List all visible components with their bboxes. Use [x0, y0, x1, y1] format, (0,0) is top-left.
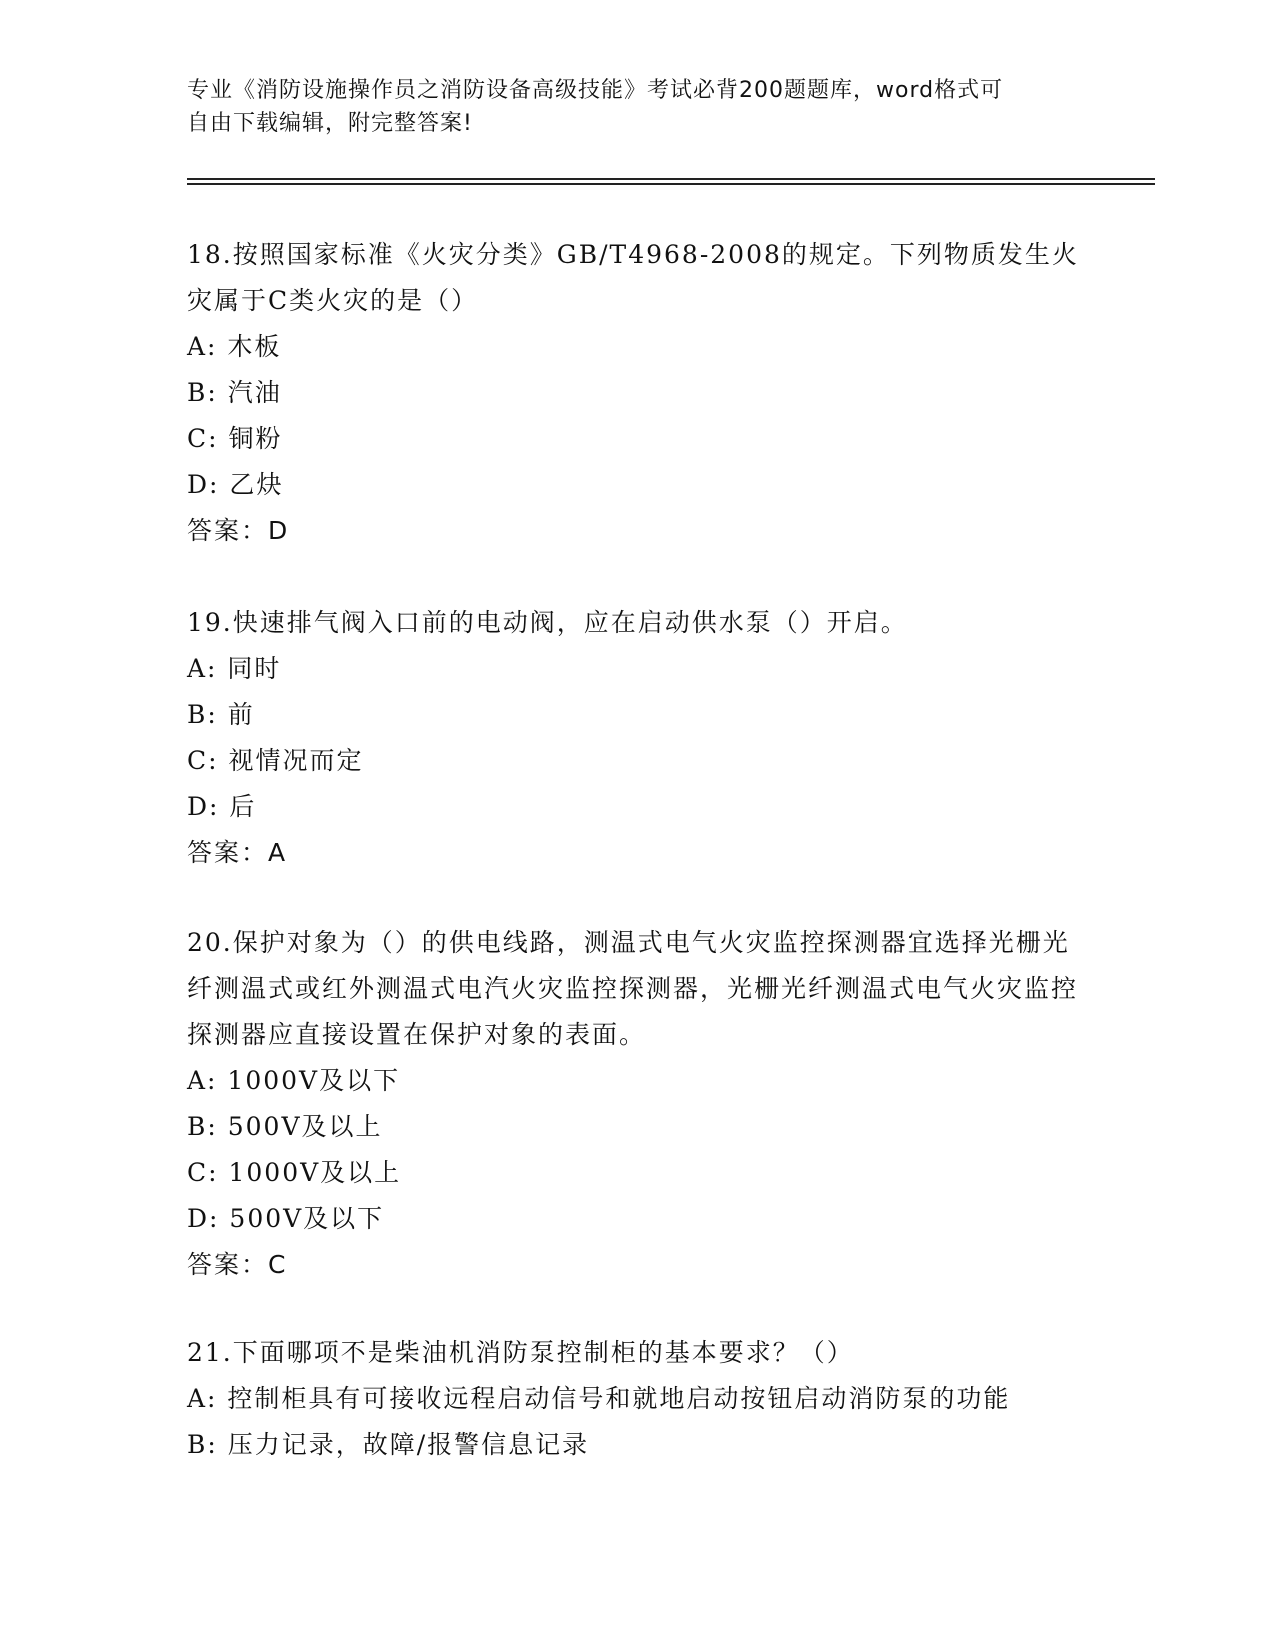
option-d: D: 乙炔: [187, 470, 284, 499]
option-b: B: 汽油: [187, 378, 282, 407]
header-divider-bottom: [187, 183, 1155, 185]
question-text: 19.快速排气阀入口前的电动阀，应在启动供水泵（）开启。: [187, 608, 908, 637]
header-line-2: 自由下载编辑，附完整答案!: [187, 111, 473, 136]
option-a: A: 1000V及以下: [187, 1066, 401, 1095]
option-c: C: 铜粉: [187, 424, 283, 453]
option-b: B: 500V及以上: [187, 1112, 383, 1141]
option-a: A: 木板: [187, 332, 282, 361]
answer: 答案：A: [187, 838, 288, 867]
option-d: D: 后: [187, 792, 257, 821]
option-a: A: 同时: [187, 654, 282, 683]
header-divider-top: [187, 178, 1155, 180]
answer: 答案：D: [187, 516, 290, 545]
option-b: B: 压力记录，故障/报警信息记录: [187, 1430, 590, 1459]
option-c: C: 1000V及以上: [187, 1158, 402, 1187]
document-header: [187, 74, 1087, 140]
question-text: 20.保护对象为（）的供电线路，测温式电气火灾监控探测器宜选择光栅光纤测温式或红外测温式电汽火灾监控探测器，光栅光纤测温式电气火灾监控探测器应直接设置在保护对象的表面。: [187, 928, 1079, 1049]
question-19: [187, 600, 1087, 876]
option-d: D: 500V及以下: [187, 1204, 385, 1233]
option-b: B: 前: [187, 700, 255, 729]
option-a: A: 控制柜具有可接收远程启动信号和就地启动按钮启动消防泵的功能: [187, 1384, 1011, 1413]
header-line-1: 专业《消防设施操作员之消防设备高级技能》考试必背200题题库，word格式可: [187, 78, 1004, 103]
question-text: 18.按照国家标准《火灾分类》GB/T4968-2008的规定。下列物质发生火灾属于C类火灾的是（）: [187, 240, 1079, 315]
question-20: [187, 920, 1087, 1288]
question-text: 21.下面哪项不是柴油机消防泵控制柜的基本要求？（）: [187, 1338, 854, 1367]
question-18: [187, 232, 1087, 554]
question-21: [187, 1330, 1087, 1468]
option-c: C: 视情况而定: [187, 746, 364, 775]
answer: 答案：C: [187, 1250, 288, 1279]
